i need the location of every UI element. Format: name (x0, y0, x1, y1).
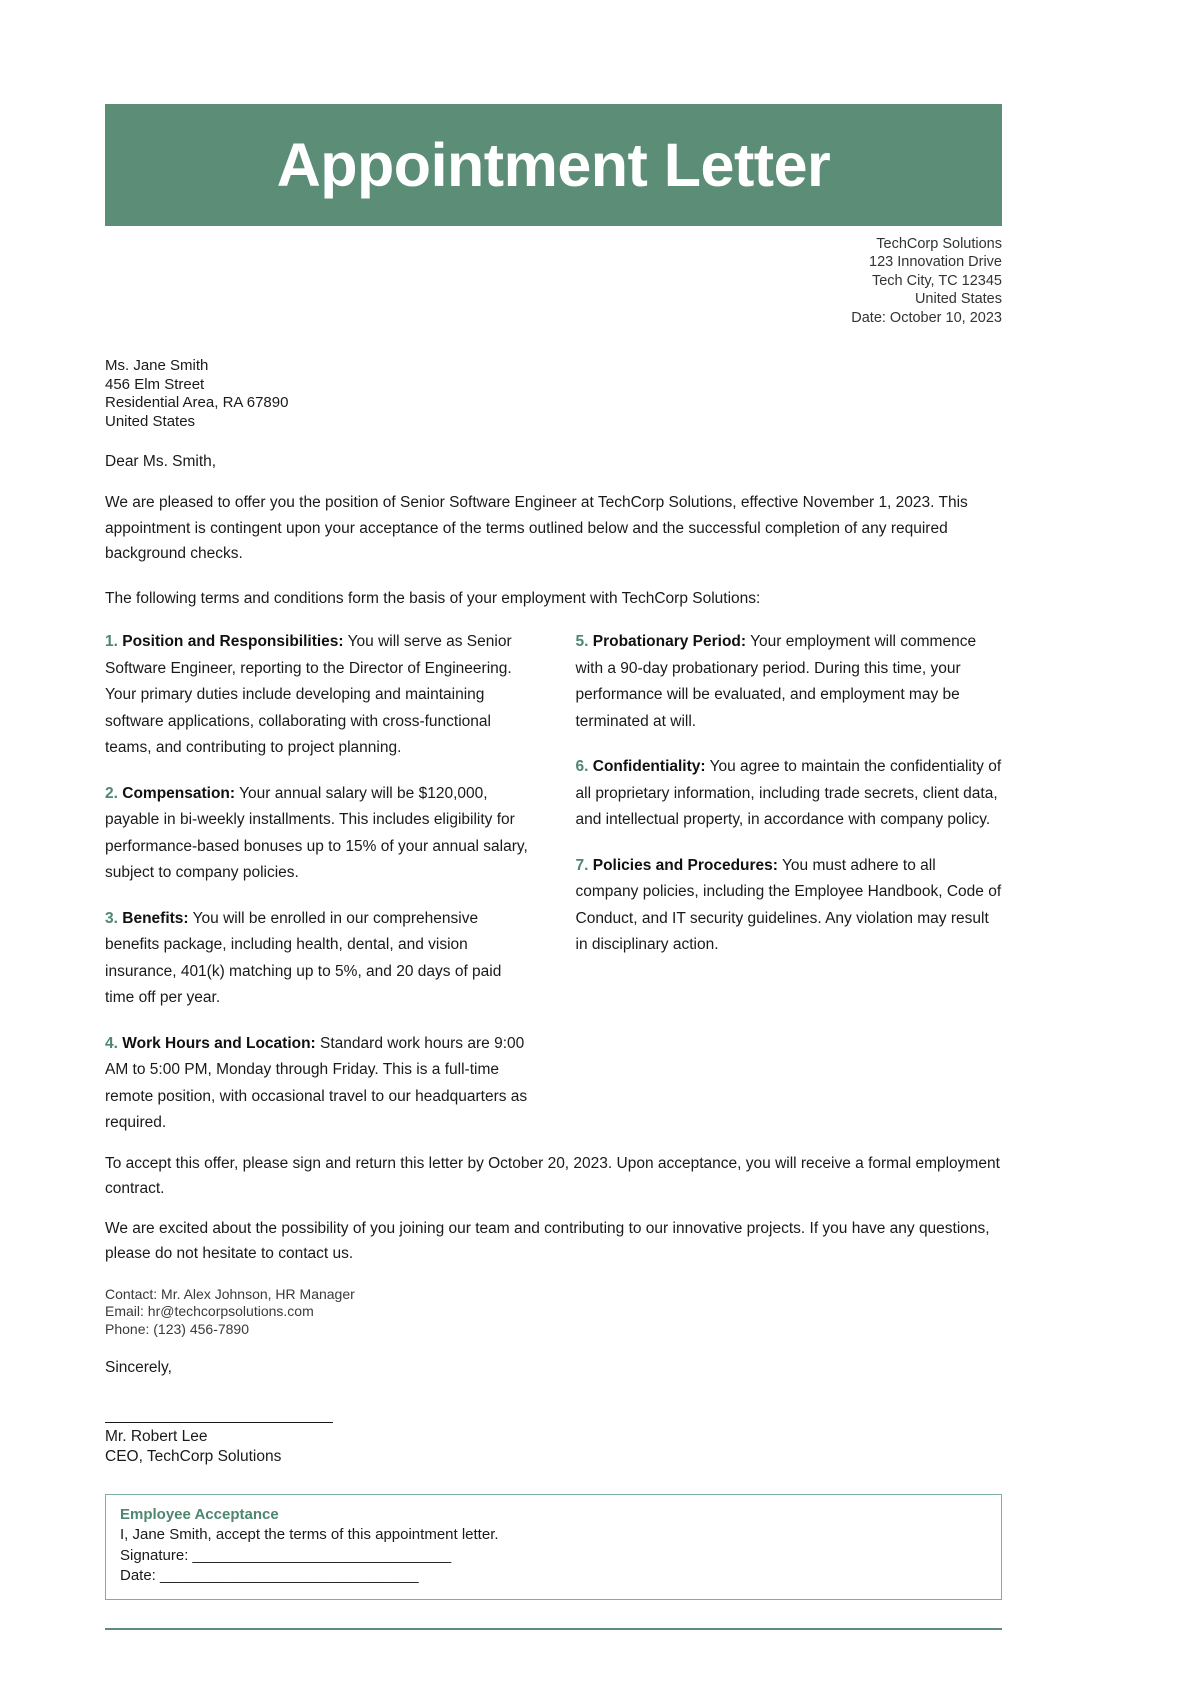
recipient-name: Ms. Jane Smith (105, 357, 209, 375)
company-street: 123 Innovation Drive (869, 254, 1002, 271)
term-item (105, 629, 532, 762)
term-number: 6. (575, 758, 589, 776)
page-title: Appointment Letter (276, 130, 831, 199)
acceptance-instruction-paragraph: To accept this offer, please sign and return this letter by October 20, 2023. Upon acceptance, you will receive a formal employment contract. (105, 1154, 1000, 1198)
sender-address-block (105, 235, 1002, 327)
sincerely-line: Sincerely, (105, 1359, 172, 1377)
acceptance-date-field[interactable]: Date: _______________________________ (120, 1567, 419, 1585)
closing-paragraph: We are excited about the possibility of you joining our team and contributing to our innovative projects. If you have any questions, please do not hesitate to contact us. (105, 1219, 990, 1263)
contact-person: Contact: Mr. Alex Johnson, HR Manager (105, 1285, 355, 1302)
term-item (105, 906, 532, 1012)
acceptance-signature-field[interactable]: Signature: _______________________________ (120, 1546, 452, 1564)
acceptance-statement: I, Jane Smith, accept the terms of this appointment letter. (120, 1526, 499, 1544)
intro-paragraph: We are pleased to offer you the position of Senior Software Engineer at TechCorp Solutions, effective November 1, 2023. This appointment is contingent upon your acceptance of the terms outlined below and the successful completion of any required background checks. (105, 494, 968, 563)
recipient-country: United States (105, 412, 196, 430)
recipient-address-block (105, 357, 1002, 431)
employee-acceptance-box (105, 1494, 1002, 1600)
letter-sheet (105, 0, 1002, 1630)
term-number: 2. (105, 784, 118, 802)
term-text: You agree to maintain the confidentiality of all proprietary information, including trade secrets, client data, and intellectual property, in accordance with company policy. (575, 758, 1002, 829)
term-label: Confidentiality: (592, 758, 706, 776)
acceptance-box-title: Employee Acceptance (120, 1506, 279, 1524)
term-text: Your annual salary will be $120,000, payable in bi-weekly installments. This includes eligibility for performance-based bonuses up to 15% of your annual salary, subject to company policies. (105, 784, 528, 882)
contact-block (105, 1286, 1002, 1339)
terms-section (105, 629, 1002, 1137)
signer-name: Mr. Robert Lee (105, 1428, 208, 1446)
term-item (576, 629, 1003, 735)
term-label: Work Hours and Location: (122, 1034, 316, 1052)
term-text: Your employment will commence with a 90-day probationary period. During this time, your performance will be evaluated, and employment may be terminated at will. (575, 633, 977, 730)
term-item (576, 754, 1003, 834)
contact-phone: Phone: (123) 456-7890 (105, 1320, 249, 1337)
term-number: 7. (575, 856, 589, 874)
salutation: Dear Ms. Smith, (105, 453, 217, 471)
term-number: 3. (105, 909, 118, 927)
signature-block (105, 1422, 1002, 1467)
term-number: 4. (105, 1034, 118, 1052)
term-label: Policies and Procedures: (592, 856, 778, 874)
term-label: Position and Responsibilities: (122, 633, 344, 651)
terms-column-left (105, 629, 532, 1137)
term-text: You must adhere to all company policies, including the Employee Handbook, Code of Conduct, and IT security guidelines. Any violation may result in disciplinary action. (575, 856, 1002, 954)
terms-column-right (576, 629, 1003, 1137)
terms-lead-paragraph: The following terms and conditions form the basis of your employment with TechCorp Solutions: (105, 589, 761, 607)
contact-email: Email: hr@techcorpsolutions.com (105, 1303, 314, 1320)
term-label: Probationary Period: (592, 633, 747, 651)
signature-rule (105, 1422, 333, 1423)
term-label: Compensation: (122, 784, 236, 802)
signer-role: CEO, TechCorp Solutions (105, 1448, 282, 1466)
company-name: TechCorp Solutions (876, 236, 1002, 252)
company-city-state-zip: Tech City, TC 12345 (871, 272, 1002, 289)
company-country: United States (914, 291, 1002, 308)
header-banner (105, 104, 1002, 226)
term-item (576, 853, 1003, 959)
term-text: You will serve as Senior Software Engineer, reporting to the Director of Engineering. Your primary duties include developing and maintaining software applications, collaborating with cross-functional teams, and contributing to project planning. (105, 633, 512, 757)
term-text: You will be enrolled in our comprehensive benefits package, including health, dental, and vision insurance, 401(k) matching up to 5%, and 20 days of paid time off per year. (105, 909, 502, 1007)
term-number: 1. (105, 633, 118, 651)
recipient-street: 456 Elm Street (105, 375, 205, 393)
term-item (105, 1031, 532, 1137)
term-label: Benefits: (122, 909, 189, 927)
footer-divider (105, 1628, 1002, 1630)
term-text: Standard work hours are 9:00 AM to 5:00 PM, Monday through Friday. This is a full-time remote position, with occasional travel to our headquarters as required. (105, 1034, 528, 1132)
recipient-city-state-zip: Residential Area, RA 67890 (105, 394, 289, 412)
term-item (105, 781, 532, 887)
term-number: 5. (575, 633, 589, 651)
letter-date: Date: October 10, 2023 (851, 309, 1002, 326)
